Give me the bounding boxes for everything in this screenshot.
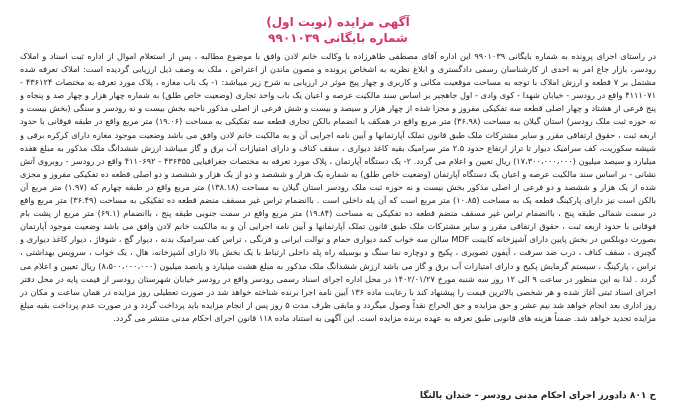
notice-body-paragraph: در راستای اجرای پرونده به شماره بایگانی ۹۹۰۱۰۳۹ این اداره آقای مصطفی طاهرزاده با وکالت خانم لادن وافق با موضوع مطالبه ، پس از استعلام اموال از اداره ثبت اسناد و املاک رودسر، بازار جاع امر به احدی از کارشناسان رسمی دادگستری و ابلاغ نظریه به اشخاص پرونده و مصون ماندن از اعتراض ، ملک به وصف ذیل ارزیابی گردیده است: املاک تعرفه شده مشتمل بر ۷ قطعه و ارزش املاک با توجه به مساحت موقعیت مکانی و کاربری و چهار پیج موثر در ارزیابی به شرح زیر میباشد: ۱- یک باب مغازه ، پلاک مورد تعرفه به مختصات ۴۳۶۱۲۴ - ۴۱۱۱۰۷۱ واقع در رودسر - خیابان شهدا - کوی وادی - اول جاهجیر بر اساس سند مالکیت عرصه و اعیان یک باب واحد تجاری (وضعیت خاص طلق) به شماره چهار هزار و چهار صد و پنجاه و پنج فرعی از هشتاد و چهار اصلی قطعه سه تفکیکی مفروز و مجزا شده از چهار هزار و سیصد و بیست و شش فرعی از اصلی مذکور ناحیه بخش بیست و نه رودسر و سنگی (بخش بیست و نه حوزه ثبت ملک رودسر) استان گیلان به مساحت (۳۶.۹۸) متر مربع واقع در همکف با انضمام بالکن تجاری قطعه سه تفکیکی به مساحت (۱۹.۰۶) متر مربع واقع در طبقه فوقانی با حدود اربعه ثبت ، حقوق ارتفاقی مقرر و سایر مشترکات ملک طبق قانون تملک آپارتمانها و آیین نامه اجرایی آن و به مالکیت خانم لادن وافق می باشد وضعیت موجود مغازه دارای کرکره برقی و شیشه سکوریت، کف سرامیک دیوار تا تراز ارتفاع حدود ۲.۵ متر سرامیک بقیه کاغذ دیواری ، سقف کناف و دارای امتیازات آب برق و گاز میباشد ارزش ششدانگ ملک مذکور به مبلغ هفده میلیارد و سیصد میلیون (۱۷،۳۰۰،۰۰۰،۰۰۰) ریال تعیین و اعلام می گردد. ۲- یک دستگاه آپارتمان ، پلاک مورد تعرفه به مختصات جغرافیایی ۴۳۶۳۵۵ - ۴۱۱۰۶۹۲ واقع در رودسر - روبروی آتش نشانی - بر اساس سند مالکیت عرصه و اعیان یک دستگاه آپارتمان (وضعیت خاص طلق) به شماره یک هزار و ششصد و دو از یک هزار و ششصد و دو اصلی قطعه ده تفکیکی مفروز و مجزی شده از یک هزار و ششصد و دو فرعی از اصلی مذکور بخش بیست و نه حوزه ثبت ملک رودسر استان گیلان به مساحت (۱۳۸.۱۸) متر مربع واقع در طبقه چهارم که (۱.۹۷) متر مربع آن بالکن است نیز دارای پارکینگ قطعه یک به مساحت (۱۰.۸۵) متر مربع است که آن پله داخلی است . باانضمام تراس غیر مسقف منضم قطعه ده تفکیکی به مساحت (۳۶.۴۹) متر مربع واقع در سمت شمالی طبقه پنج ، باانضمام تراس غیر مسقف منضم قطعه ده تفکیکی به مساحت (۱۹.۸۴) متر مربع واقع در سمت جنوبی طبقه پنج ، باانضمام (۶۹.۱) متر مربع از پشت بام فوقانی با حدود اربعه ثبت ، حقوق ارتفاقی مقرر و سایر مشترکات ملک طبق قانون تملک آپارتمانها و آیین نامه اجرایی آن و به مالکیت خانم لادن وافق می باشد وضعیت موجود آپارتمان بصورت دوبلکس در بخش پایین دارای آشپزخانه کابینت MDF سالن سه خواب کمد دیواری حمام و توالت ایرانی و فرنگی ، تراس کف سرامیک بدنه ، دیوار گچ ، شوفاژ ، دیوار کاغذ دیواری و گچبری ، سقف کناف ، درب ضد سرقت ، آیفون تصویری ، پکیج و دوچاره نما سنگ و بوسیله راه پله داخلی ارتباط با یک بخش بالا دارای آشپزخانه، هال ، یک خواب ، سرویس بهداشتی ، تراس ، پارکینگ ، سیستم گرمایش پکیج و دارای امتیازات آب برق و گاز می باشد ارزش ششدانگ ملک مذکور به مبلغ هشت میلیارد و پانصد میلیون (۸،۵۰۰،۰۰۰،۰۰۰) ریال تعیین و اعلام می گردد . لذا به این منظور در ساعت ۹ الی ۱۲ روز سه شنبه مورخ ۱۴۰۲/۰۱/۲۷ در محل اداره اجرای اسناد رسمی رودسر واقع در رودسر خیابان شهرستان رودسر از قیمت پایه در محل دفتر اجرای اسناد ثبتی آغاز شده و هر شخصی بالاترین قیمت را پیشنهاد کند با رعایت ماده ۱۳۶ آیین نامه اجرا برنده شناخته خواهد شد در صورت تعطیلی روز مزایده در همان ساعت و مکان در روز اداری بعد انجام خواهد شد نیم عشر و حق مزایده و حق الحراج نقداً وصول میگردد و مابقی ظرف مدت ۵ روز پس از انجام مزایده باید پرداخت گردد و در صورت عدم پرداخت بقیه مبلغ مزایده تجدید خواهد شد. ضمناً هزینه های قانونی طبق تعرفه به عهده برنده مزایده است. این آگهی به استناد ماده ۱۱۸ قانون اجرای احکام مدنی منتشر می گردد. <box>20 51 656 323</box>
notice-signature: ح ۸۰۱ دادورز اجرای احکام مدنی رودسر - خندان بالنگا <box>419 391 656 401</box>
notice-body <box>20 50 656 390</box>
notice-title: آگهی مزایده (نوبت اول) <box>266 15 410 29</box>
notice-subtitle: شماره بایگانی ۹۹۰۱۰۳۹ <box>268 31 408 45</box>
notice-header <box>20 14 656 46</box>
